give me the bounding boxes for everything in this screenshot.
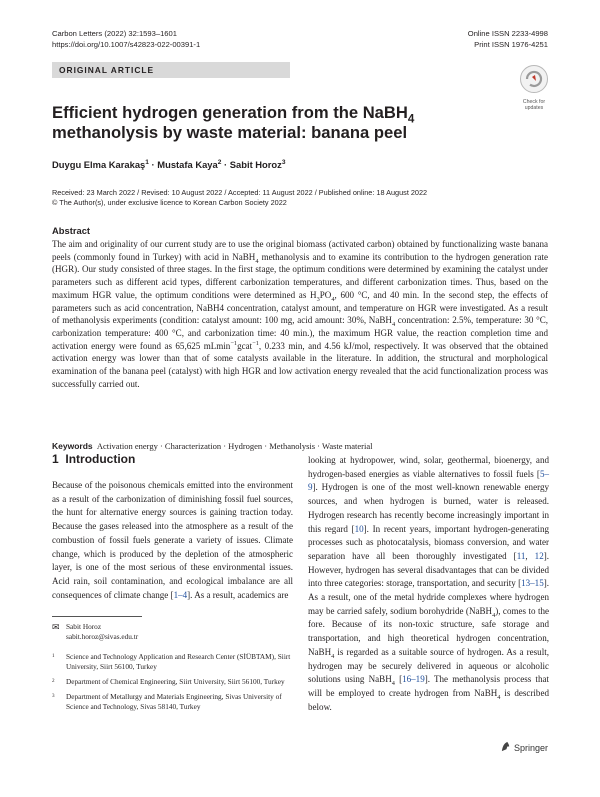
- citation-link[interactable]: 1–4: [173, 589, 188, 600]
- online-issn: Online ISSN 2233-4998: [467, 29, 548, 38]
- journal-citation: Carbon Letters (2022) 32:1593–1601: [52, 29, 177, 38]
- check-updates-icon: [519, 64, 549, 94]
- article-title: Efficient hydrogen generation from the NaBH$_4$ methanolysis by waste material: banana peel: [52, 103, 415, 142]
- citation-link[interactable]: 5–9: [308, 468, 549, 493]
- doi-link[interactable]: https://doi.org/10.1007/s42823-022-00391-1: [52, 39, 201, 49]
- intro-column-right: looking at hydropower, wind, solar, geothermal, bioenergy, and hydrogen-based energies as viable alternatives to fossil fuels [5–9]. Hydrogen is one of the most well-known renewable energy sources, and when hydrogen is burned, water is released. Hydrogen research has recently become increasingly important in this regard [10]. In recent years, important hydrogen-generating processes such as photocatalysis, biomass conversion, and water separation have all been thoroughly investigated [11, 12]. However, hydrogen has several disadvantages that can be divided into three categories: storage, transportation, and security [13–15]. As a result, one of the metal hydride complexes where hydrogen may be carried safely, sodium borohydride (NaBH$_4$), comes to the fore. Because of its non-toxic structure, safe storage and transportation, and high theoretical hydrogen concentration, NaBH$_4$ is regarded as a suitable source of hydrogen. As a result, hydrogen may be securely delivered in aqueous or alcoholic solutions using NaBH$_4$ [16–19]. The methanolysis process that will be employed to create hydrogen from NaBH$_4$ is described below.: [308, 455, 549, 712]
- affiliation-3: 3 Department of Metallurgy and Materials Engineering, Sivas University of Science and Technology, Sivas 58140, Turkey: [52, 692, 282, 711]
- abstract-heading: Abstract: [52, 225, 91, 236]
- publisher-logo: [500, 741, 548, 753]
- author-1[interactable]: Duygu Elma Karakaş: [52, 159, 146, 170]
- citation-link[interactable]: 10: [354, 523, 364, 534]
- journal-header: [52, 29, 200, 50]
- keywords-text: Activation energy · Characterization · Hydrogen · Methanolysis · Waste material: [96, 441, 373, 451]
- affiliation-2: 2 Department of Chemical Engineering, Siirt University, Siirt 56100, Turkey: [52, 677, 285, 686]
- print-issn: Print ISSN 1976-4251: [474, 39, 548, 49]
- envelope-icon: ✉: [52, 622, 60, 632]
- publication-dates: [52, 188, 427, 209]
- issn-block: [468, 29, 548, 50]
- affiliations: [52, 652, 293, 712]
- intro-column-left: Because of the poisonous chemicals emitted into the environment as a result of the carbonization of diminishing fossil fuel sources, the hunt for alternative energy sources is gaining traction today. Because the gases released into the atmosphere as a result of the combustion of fossil fuels generate a variety of issues. Climate change, which is produced by the depletion of the atmospheric layer, is one of the most serious of these environmental issues. Acid rain, soil contamination, and ecological imbalance are all consequences of climate change [1–4]. As a result, academics are: [52, 480, 293, 600]
- citation-link[interactable]: 13–15: [521, 578, 544, 589]
- author-3[interactable]: Sabit Horoz: [229, 159, 282, 170]
- publisher-name: Springer: [513, 743, 548, 753]
- section-heading: [52, 452, 135, 466]
- copyright-line: © The Author(s), under exclusive licence to Korean Carbon Society 2022: [52, 198, 287, 208]
- corresponding-email[interactable]: sabit.horoz@sivas.edu.tr: [66, 632, 139, 641]
- author-2[interactable]: Mustafa Kaya: [157, 159, 218, 170]
- citation-link[interactable]: 12: [534, 550, 544, 561]
- section-title: Introduction: [65, 452, 136, 466]
- footnote-divider: [52, 616, 142, 617]
- springer-horse-icon: [500, 741, 511, 752]
- article-type-banner: [52, 62, 290, 78]
- check-updates-line2: updates: [524, 105, 544, 111]
- abstract-body: The aim and originality of our current study are to use the original biomass (activated carbon) obtained by functionalizing waste banana peels (commonly found in Turkey) with acid in NaBH$_4$ methanolysis and to examine its contribution to the hydrogen generation rate (HGR). Our study consisted of three stages. In the first stage, the optimum conditions were determined by examining the catalyst under parameters such as different acid types, different carbonization temperatures, and different carbonization times. Thus, based on the maximum HGR value, the optimum conditions were determined as $H_3PO_4$, 600 °C, and 40 min. In the second step, the effects of parameters such as acid concentration, NaBH4 concentration, catalyst amount, and temperature on HGR were investigated. As a result of methanolysis experiments (condition: catalyst amount: 100 mg, acid amount: 30%, NaBH$_4$ concentration: 2.5%, temperature: 30 °C, carbonization temperature: 400 °C, and carbonization time: 40 min.), the maximum HGR value, the reaction completion time and activation energy were found as 65,625 mLmin$^{-1}$gcat$^{-1}$, 0.233 min, and 4.56 kJ/mol, respectively. It was observed that the obtained activation energy was lower than that of some catalysts available in the literature. In addition, the structural and morphological examination of the banana peel (catalyst) with high HGR and low activation energy revealed that the acid functionalization process was successfully carried out.: [52, 239, 548, 389]
- corresponding-name: Sabit Horoz: [66, 622, 102, 631]
- corresponding-author: [52, 622, 138, 642]
- citation-link[interactable]: 11: [516, 550, 526, 561]
- section-number: 1: [52, 452, 59, 466]
- affiliation-1: 1 Science and Technology Application and Research Center (SİÜBTAM), Siirt University, Siirt 56100, Turkey: [52, 652, 291, 671]
- history-dates: Received: 23 March 2022 / Revised: 10 August 2022 / Accepted: 11 August 2022 / Published online: 18 August 2022: [52, 188, 428, 197]
- check-updates-line1: Check for: [522, 99, 546, 105]
- author-list: Duygu Elma Karakaş$^1$ · Mustafa Kaya$^2$ · Sabit Horoz$^3$: [52, 158, 286, 170]
- keywords-label: Keywords: [52, 441, 93, 451]
- keywords-line: [52, 441, 373, 451]
- citation-link[interactable]: 16–19: [402, 674, 425, 685]
- article-type-label: ORIGINAL ARTICLE: [59, 65, 155, 75]
